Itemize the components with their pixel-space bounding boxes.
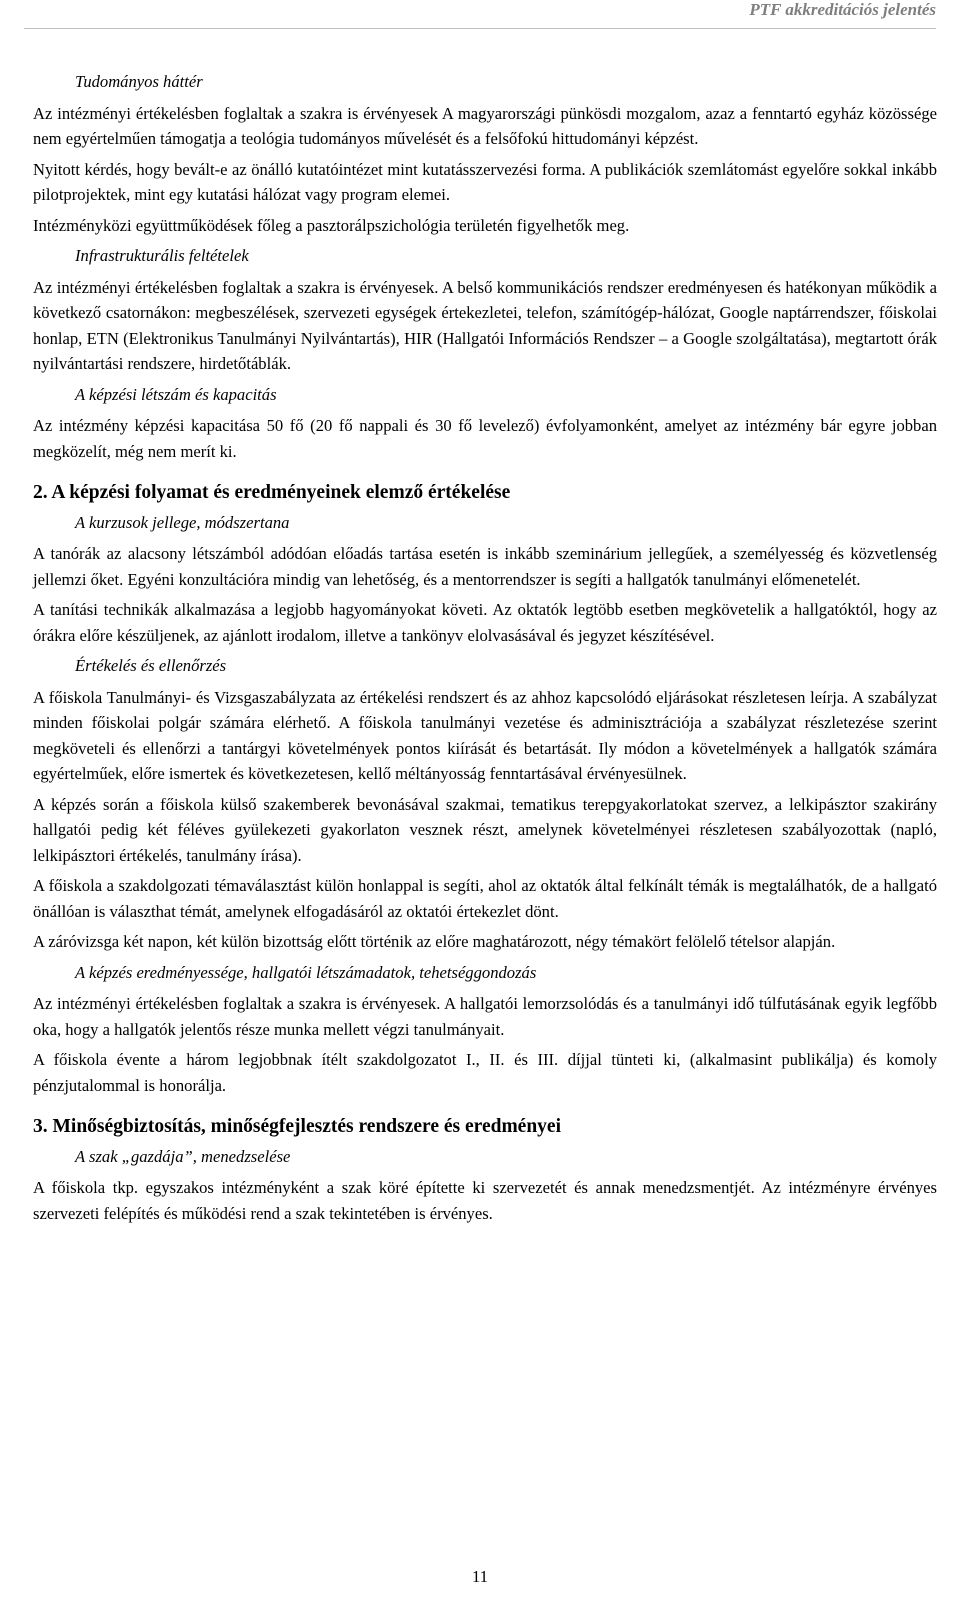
- paragraph: A főiskola a szakdolgozati témaválasztást külön honlappal is segíti, ahol az oktatók által felkínált témák is megtalálhatók, de a hallgató önállóan is választhat témát, amelynek elfogadásáról az oktatói értekezlet dönt.: [33, 876, 937, 921]
- paragraph: A főiskola tkp. egyszakos intézményként a szak köré építette ki szervezetét és annak menedzsmentjét. Az intézményre érvényes szervezeti felépítés és működési rend a szak tekintetében is érvényes.: [33, 1178, 937, 1223]
- paragraph: A főiskola Tanulmányi- és Vizsgaszabályzata az értékelési rendszert és az ahhoz kapcsolódó eljárásokat részletesen leírja. A szabályzat minden főiskolai polgár számára elérhető. A főiskola tanulmányi vezetése és adminisztrációja a szabályzat részletezése szerint megköveteli és ellenőrzi a tantárgyi követelmények pontos kiírását és betartását. Ily módon a követelmények a hallgatók számára egyértelműek, előre ismertek és következetesen, kellő méltányosság fenntartásával érvényesülnek.: [33, 687, 937, 783]
- section-subheading: Értékelés és ellenőrzés: [75, 656, 227, 675]
- paragraph: Az intézményi értékelésben foglaltak a szakra is érvényesek. A hallgatói lemorzsolódás és a tanulmányi idő túlfutásának egyik legfőbb oka, hogy a hallgatók jelentős része munka mellett végzi tanulmányait.: [33, 994, 937, 1039]
- page-header-title: PTF akkreditációs jelentés: [749, 0, 936, 19]
- section-heading: 2. A képzési folyamat és eredményeinek elemző értékelése: [33, 482, 511, 503]
- section-heading: 3. Minőségbiztosítás, minőségfejlesztés rendszere és eredményei: [33, 1116, 562, 1137]
- page-number: 11: [471, 1567, 489, 1586]
- paragraph: Az intézmény képzési kapacitása 50 fő (20 fő nappali és 30 fő levelező) évfolyamonként, amelyet az intézmény bár egyre jobban megközelít, még nem merít ki.: [33, 416, 937, 461]
- paragraph: A tanítási technikák alkalmazása a legjobb hagyományokat követi. Az oktatók legtöbb esetben megkövetelik a hallgatóktól, hogy az órákra előre készüljenek, az ajánlott irodalom, illetve a tankönyv elolvasásával és jegyzet készítésével.: [33, 600, 937, 645]
- section-subheading: Infrastrukturális feltételek: [75, 246, 249, 265]
- paragraph: A főiskola évente a három legjobbnak ítélt szakdolgozatot I., II. és III. díjjal tünteti ki, (alkalmasint publikálja) és komoly pénzjutalommal is honorálja.: [33, 1050, 937, 1095]
- section-subheading: Tudományos háttér: [75, 72, 203, 91]
- section-subheading: A szak „gazdája”, menedzselése: [75, 1146, 291, 1166]
- paragraph: A záróvizsga két napon, két külön bizottság előtt történik az előre maghatározott, négy témakört felölelő tételsor alapján.: [33, 932, 836, 951]
- section-subheading: A képzés eredményessége, hallgatói létszámadatok, tehetséggondozás: [75, 962, 537, 982]
- header-divider: [24, 28, 936, 29]
- paragraph: Intézményközi együttműködések főleg a pasztorálpszichológia területén figyelhetők meg.: [33, 215, 630, 235]
- section-subheading: A kurzusok jellege, módszertana: [75, 512, 290, 532]
- document-body: [33, 66, 937, 1231]
- section-subheading: A képzési létszám és kapacitás: [75, 384, 277, 404]
- paragraph: Az intézményi értékelésben foglaltak a szakra is érvényesek. A belső kommunikációs rendszer eredményesen és hatékonyan működik a következő csatornákon: megbeszélések, szervezeti egységek értekezletei, telefon, számítógép-hálózat, Google naptárrendszer, főiskolai honlap, ETN (Elektronikus Tanulmányi Nyilvántartás), HIR (Hallgatói Információs Rendszer – a Google szolgáltatása), megtartott órák nyilvántartási rendszere, hirdetőtáblák.: [33, 277, 937, 373]
- paragraph: Az intézményi értékelésben foglaltak a szakra is érvényesek A magyarországi pünkösdi mozgalom, azaz a fenntartó egyház közössége nem egyértelműen támogatja a teológia tudományos művelését és a felsőfokú hittudományi képzést.: [33, 103, 937, 148]
- paragraph: Nyitott kérdés, hogy bevált-e az önálló kutatóintézet mint kutatásszervezési forma. A publikációk szemlátomást egyelőre sokkal inkább pilotprojektek, mint egy kutatási hálózat vagy program elemei.: [33, 159, 937, 204]
- paragraph: A képzés során a főiskola külső szakemberek bevonásával szakmai, tematikus terepgyakorlatokat szervez, a lelkipásztor szakirány hallgatói pedig két féléves gyülekezeti gyakorlaton vesznek részt, amelynek követelményei részletesen szabályozottak (napló, lelkipásztori értékelés, tanulmány írása).: [33, 794, 937, 865]
- paragraph: A tanórák az alacsony létszámból adódóan előadás tartása esetén is inkább szeminárium jellegűek, a személyesség és közvetlenség jellemzi őket. Egyéni konzultációra mindig van lehetőség, és a mentorrendszer is segíti a hallgatók tanulmányi előmenetelét.: [33, 544, 937, 589]
